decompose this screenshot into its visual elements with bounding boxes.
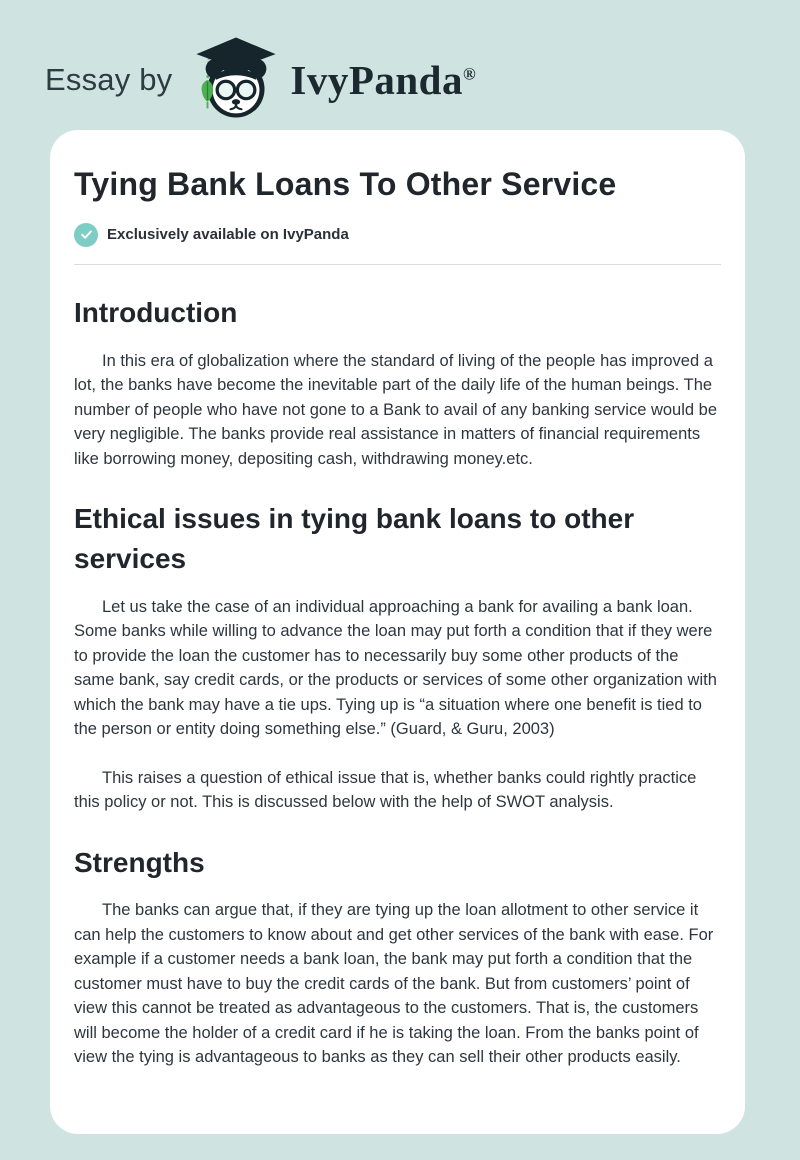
section-introduction xyxy=(74,293,721,471)
panda-graduate-icon xyxy=(190,32,282,124)
exclusive-badge-label: Exclusively available on IvyPanda xyxy=(107,226,349,244)
essay-by-label: Essay by xyxy=(45,62,173,97)
section-heading-introduction: Introduction xyxy=(74,296,238,328)
exclusive-badge xyxy=(74,223,721,247)
paragraph: The banks can argue that, if they are tying up the loan allotment to other service it can help the customers to know about and get other services of the bank with ease. For example if a customer needs a bank loan, the bank may put forth a condition that the customer must have to buy the credit cards of the bank. But from customers’ point of view this cannot be treated as advantageous to the customers. That is, the customers will become the holder of a credit card if he is taking the loan. From the banks point of view the tying is advantageous to banks as they can sell their other products easily. xyxy=(74,901,714,1067)
brand-name: IvyPanda® xyxy=(290,57,477,103)
section-ethical-issues xyxy=(74,499,721,815)
section-heading-ethical-issues: Ethical issues in tying bank loans to other services xyxy=(74,503,635,574)
divider xyxy=(74,264,721,265)
ivypanda-logo[interactable] xyxy=(190,36,476,124)
paragraph: In this era of globalization where the standard of living of the people has improved a lot, the banks have become the inevitable part of the daily life of the human beings. The number of people who have not gone to a Bank to avail of any banking service would be very negligible. The banks provide real assistance in matters of financial requirements like borrowing money, depositing cash, withdrawing money.etc. xyxy=(74,351,718,468)
paragraph: This raises a question of ethical issue that is, whether banks could rightly practice this policy or not. This is discussed below with the help of SWOT analysis. xyxy=(74,768,697,812)
paragraph: Let us take the case of an individual approaching a bank for availing a bank loan. Some banks while willing to advance the loan may put forth a condition that if they were to provide the loan the customer has to necessarily buy some other products of the same bank, say credit cards, or the products or services of some other organization with which the bank may have a tie ups. Tying up is “a situation where one benefit is tied to the person or entity doing something else.” (Guard, & Guru, 2003) xyxy=(74,597,717,739)
section-strengths xyxy=(74,843,721,1070)
check-icon xyxy=(74,223,98,247)
registered-trademark: ® xyxy=(462,64,477,84)
section-heading-strengths: Strengths xyxy=(74,846,205,878)
site-header xyxy=(0,0,800,122)
page-title: Tying Bank Loans To Other Service xyxy=(74,166,617,202)
essay-card xyxy=(50,130,745,1134)
